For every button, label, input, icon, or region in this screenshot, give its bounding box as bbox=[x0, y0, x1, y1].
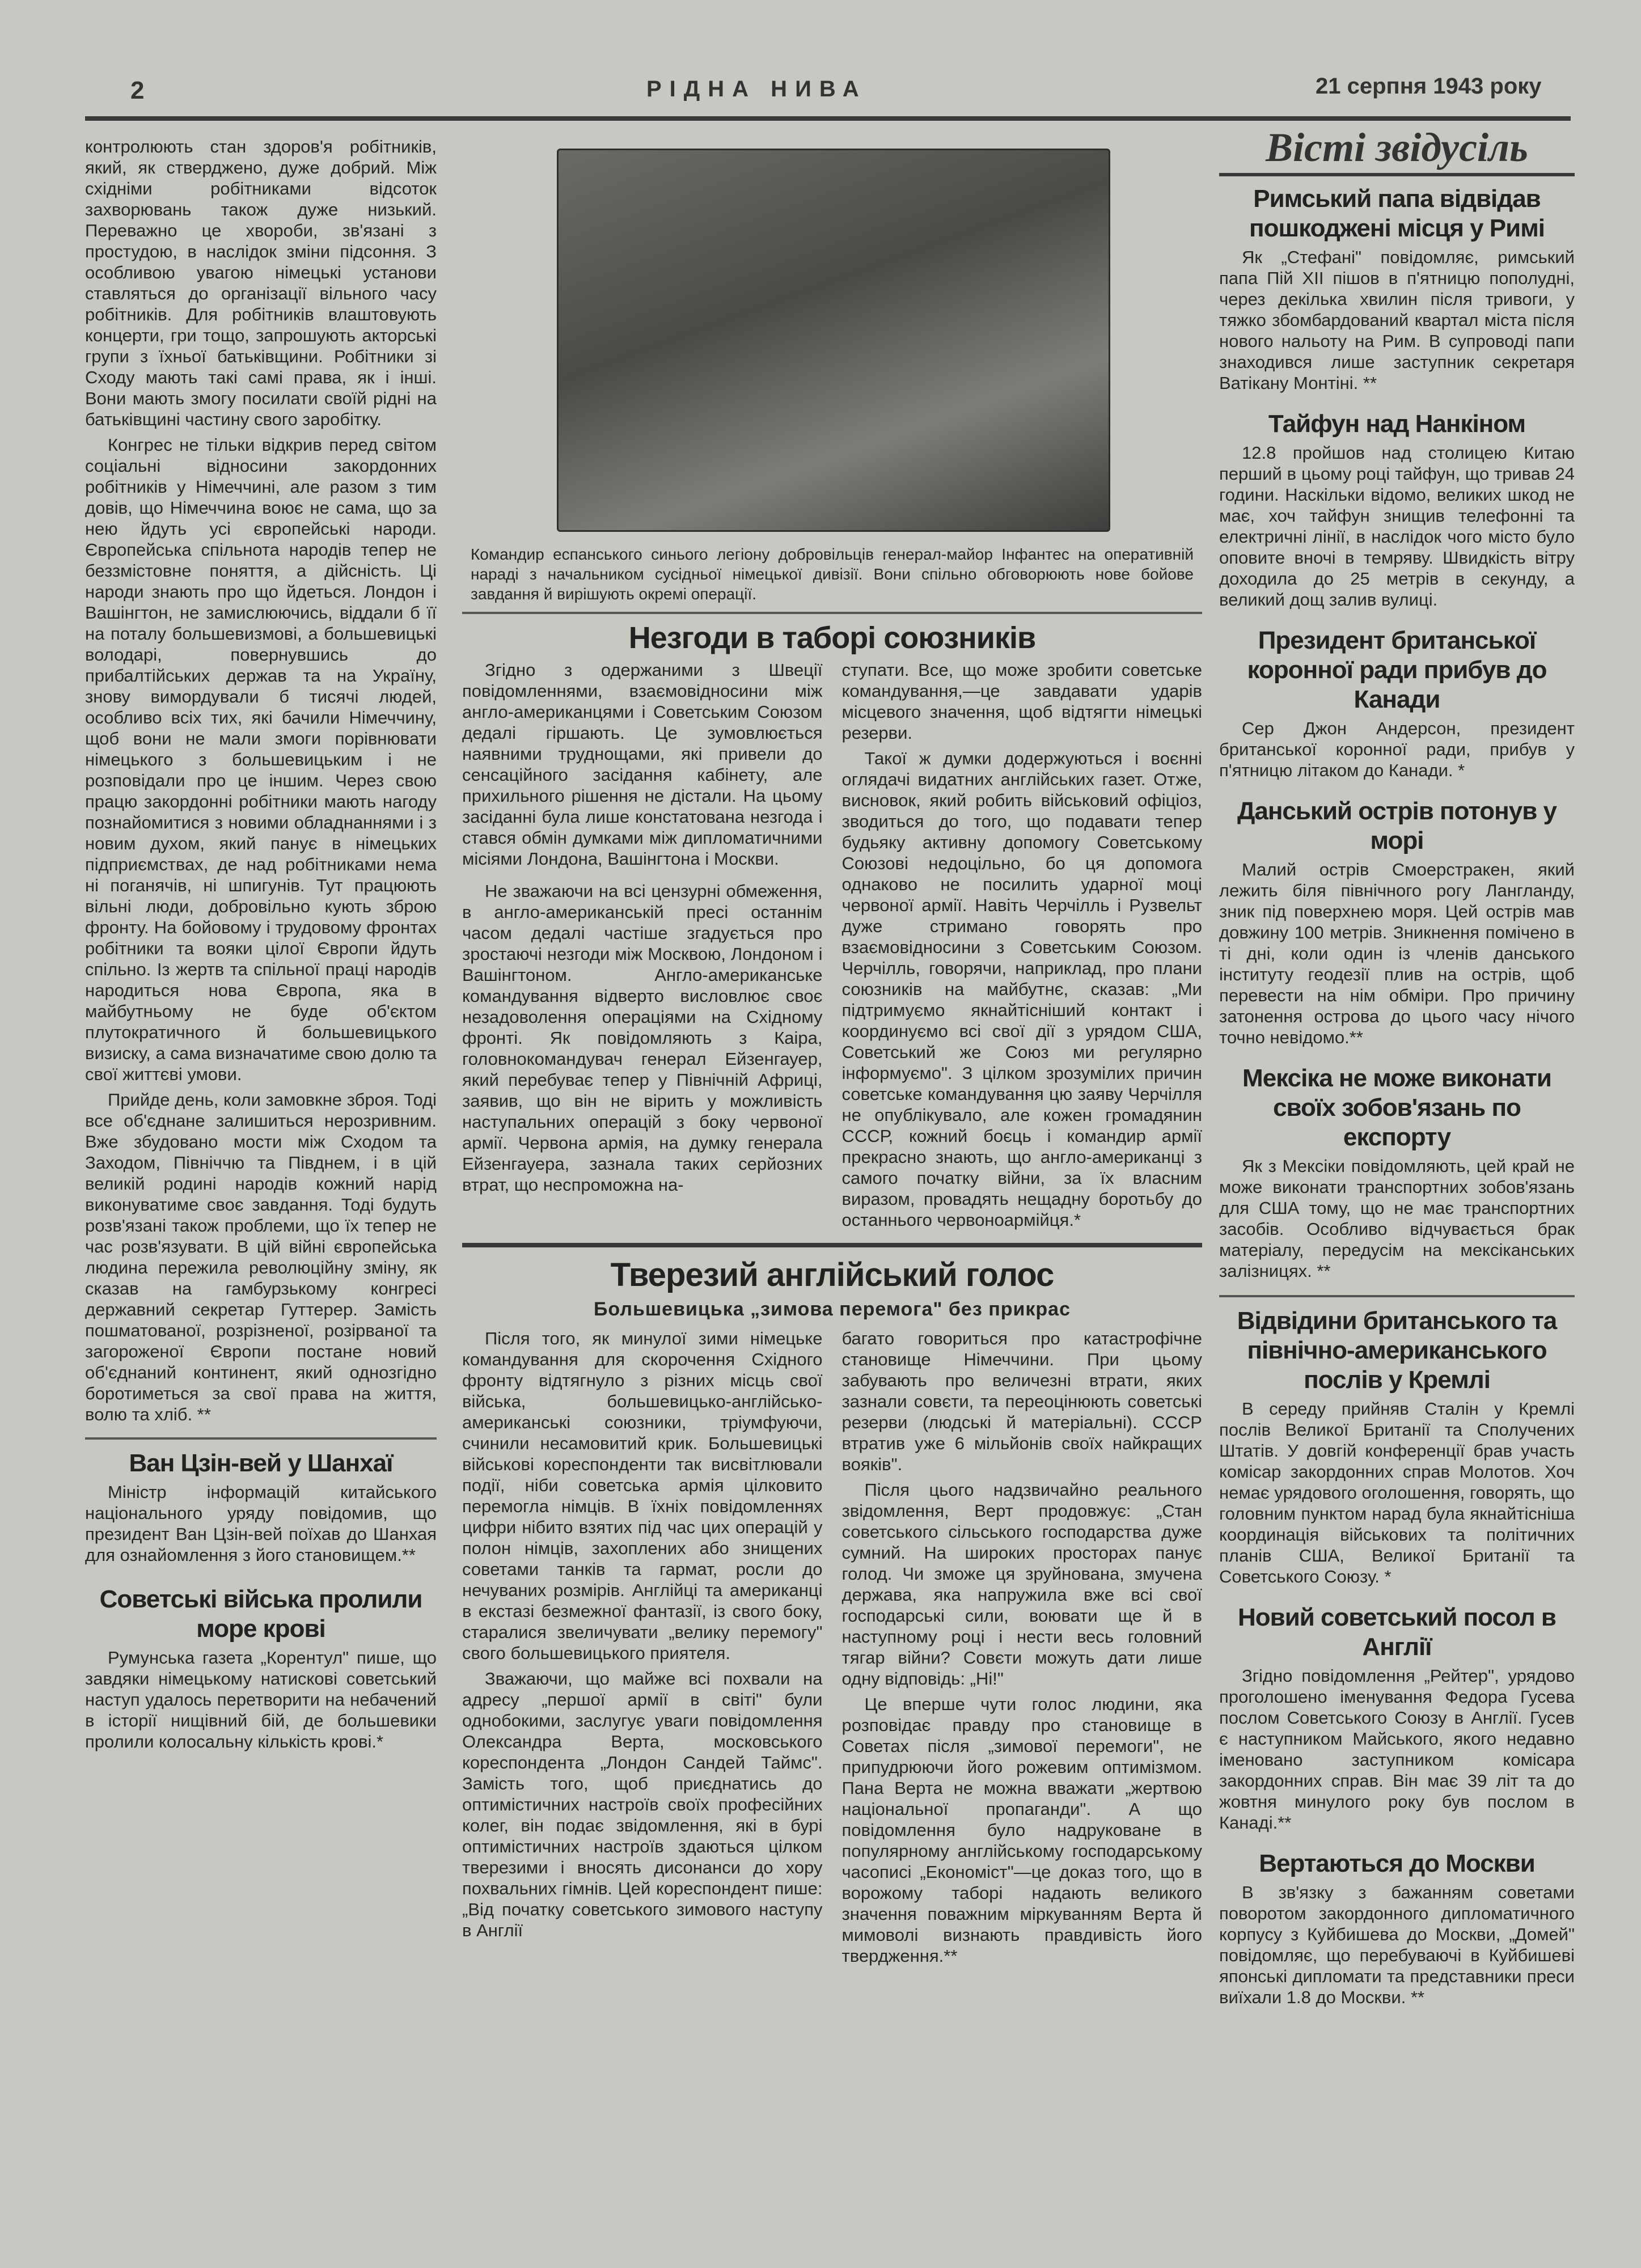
news-body: В середу прийняв Сталін у Кремлі послів Великої Британії та Сполучених Штатів. У довгій конференції брав участь комісар закордонних справ Молотов. Хоч немає урядового оголошення, говорять, що головним пунктом нарад була якнайтісніша координація військових та політичних планів США, Великої Британії та Советського Союзу. * bbox=[1219, 1399, 1575, 1586]
paragraph: Такої ж думки додержуються і воєнні оглядачі видатних англійських газет. Отже, висновок, який робить військовий офіціоз, зводиться до того, що подавати тепер будьяку активну допомогу Советському Союзові недоцільно, бо ця допомога однаково не посилить ударної моці червоної армії. Навіть Черчілль і Рузвельт дуже стримано говорять про взаємовідносини з Советським Союзом. Черчілль, говорячи, наприклад, про плани союзників на майбутнє, сказав: „Ми підтримуємо якнайтісніший контакт і координуємо всі свої дії з урядом США, Советський же Союз ми регулярно інформуємо". З цілком зрозумілих причин советське командування цю заяву Черчілля не опублікувало, але кожен громадянин СССР, кожний боєць і командир армії прекрасно знають, що англо-американці з самого початку війни, за їх власним виразом, провадять нещадну боротьбу до останнього червоноармійця.* bbox=[841, 748, 1202, 1230]
newspaper-title: РІДНА НИВА bbox=[646, 77, 867, 101]
news-photo bbox=[557, 149, 1110, 532]
headline: Мексіка не може виконати своїх зобов'язань по експорту bbox=[1242, 1064, 1551, 1151]
masthead-rule bbox=[85, 116, 1571, 121]
headline: Тайфун над Нанкіном bbox=[1268, 410, 1526, 438]
left-column bbox=[85, 136, 437, 1757]
paragraph: Згідно з одержаними з Швеції повідомленнями, взаємовідносини між англо-американцями і Советським Союзом дедалі гіршають. Це зумовлюється наявними труднощами, які привели до сенсаційного засідання кабінету, але прихильного рішення не дістали. На цьому засіданні була лише констатована незгода і стався обмін думками між дипломатичними місіями Лондона, Вашінгтона і Москви. bbox=[462, 660, 823, 869]
news-item bbox=[1219, 1058, 1575, 1286]
paragraph: Не зважаючи на всі цензурні обмеження, в англо-американській пресі останнім часом дедалі частіше згадується про зростаючі незгоди між Москвою, Лондоном і Вашінгтоном. Англо-американське командування відверто висловлює своє незадоволення операціями на Східному фронті. Як повідомляють з Каіра, головнокомандувач генерал Ейзенгауер, який перебуває тепер у Північній Африці, заявив, що він не вірить у можливість наступальних операцій з боку червоної армії. Червона армія, на думку генерала Ейзенгауера, зазнала таких серйозних втрат, що неспроможна на- bbox=[462, 881, 823, 1195]
news-body: Як „Стефані" повідомляє, римський папа Пій XII пішов в п'ятницю пополудні, через декілька хвилин після тривоги, у тяжко збомбардований квартал міста після нового нальоту на Рим. В супроводі папи знаходився лише заступник секретаря Ватікану Монтіні. ** bbox=[1219, 247, 1575, 393]
news-body: В зв'язку з бажанням советами поворотом закордонного дипломатичного корпусу з Куйбишева до Москви, „Домей" повідомляє, що перебуваючі в Куйбишеві японські дипломати та представники преси виїхали 1.8 до Москви. ** bbox=[1219, 1882, 1575, 2007]
article-wang-jingwei bbox=[85, 1443, 437, 1570]
right-column bbox=[1219, 122, 1575, 2018]
paragraph: Це вперше чути голос людини, яка розповідає правду про становище в Советах після „зимової перемоги", не припудрюючи його рожевим оптимізмом. Пана Верта не можна вважати „жертвою національної пропаганди". А що повідомлення було надруковане в популярному англійському господарському часописі „Економіст"—це доказ того, що в ворожому таборі надають великого значення поважним міркуванням Верта й мимоволі визнають правдивість його твердження.** bbox=[841, 1694, 1202, 1966]
divider bbox=[85, 1437, 437, 1440]
article-soviet-losses bbox=[85, 1579, 437, 1757]
news-body: 12.8 пройшов над столицею Китаю перший в цьому році тайфун, що тривав 24 години. Наскільки відомо, великих шкод не має, хоч тайфун знищив телефонні та електричні лінії, в наслідок чого місто було оповите вночі в темряву. Швидкість вітру доходила до 25 метрів в секунду, а великий дощ залив вулиці. bbox=[1219, 443, 1575, 610]
issue-date: 21 серпня 1943 року bbox=[1316, 74, 1542, 99]
divider bbox=[462, 1243, 1202, 1247]
news-item bbox=[1219, 620, 1575, 785]
headline: Ван Цзін-вей у Шанхаї bbox=[129, 1449, 393, 1477]
divider bbox=[1219, 173, 1575, 176]
news-item bbox=[1219, 1843, 1575, 2012]
paragraph: Прийде день, коли замовкне зброя. Тоді все об'єднане залишиться нерозривним. Вже збудовано мости між Сходом та Заходом, Північчю та Півднем, і в цій великій родині народів кожний нарід виконуватиме своє завдання. Тоді будуть розв'язані також проблеми, що їх тепер не час розв'язувати. В цій війні європейська людина пережила революційну зміну, як сказав на гамбурзькому конгресі державний секретар Гуттерер. Замість пошматованої, розрізненої, розірваної та загороженої Європи постане новий об'єднаний континент, який однозгідно боротиметься за свої права на життя, волю та хліб. ** bbox=[85, 1090, 437, 1424]
headline: Римський папа відвідав пошкоджені місця у Римі bbox=[1249, 185, 1545, 242]
headline: Вертаються до Москви bbox=[1259, 1850, 1535, 1877]
news-body: Сер Джон Андерсон, президент британської коронної ради, прибув у п'ятницю літаком до Канади. * bbox=[1219, 718, 1575, 780]
paragraph: ступати. Все, що може зробити советське командування,—це завдавати ударів місцевого значення, щоб відтягти німецькі резерви. bbox=[841, 660, 1202, 743]
paragraph: багато говориться про катастрофічне становище Німеччини. При цьому забувають про величезні втрати, яких зазнали совєти, та переоцінюють советські резерви (людські й матеріальні). СССР втратив уже 6 мільйонів своїх найкращих вояків". bbox=[841, 1328, 1202, 1474]
headline: Данський острів потонув у морі bbox=[1237, 797, 1557, 854]
paragraph: Зважаючи, що майже всі похвали на адресу „першої армії в світі" були однобокими, заслугує уваги повідомлення Олександра Верта, московського кореспондента „Лондон Сандей Таймс". Замість того, щоб приєднатись до оптимістичних настроїв своїх професійних колег, він подає звідомлення, які в бурі оптимістичних настроїв здаються цілком тверезими і вносять дисонанси до хору похвальних гімнів. Цей кореспондент пише: „Від початку советського зимового наступу в Англії bbox=[462, 1669, 823, 1940]
article-body: Румунська газета „Корентул" пише, що завдяки німецькому натискові советський наступ удалось перетворити на небачений в історії нищівний бій, де большевики пролили колосальну кількість крові.* bbox=[85, 1648, 437, 1751]
news-item bbox=[1219, 179, 1575, 398]
subheadline: Большевицька „зимова перемога" без прикрас bbox=[593, 1298, 1071, 1320]
paragraph: Після цього надзвичайно реального звідомлення, Верт продовжує: „Стан советського сільського господарства дуже сумний. На широких просторах панує голод. Чи зможе ця зруйнована, змучена держава, яка напружила вже всі свої господарські сили, воювати ще й в наступному році і нести весь головний тягар війни? Совєти можуть дати лише одну відповідь: „Ні!" bbox=[841, 1480, 1202, 1689]
news-body: Малий острів Смоерстракен, який лежить біля північного рогу Лангланду, зник під поверхнею моря. Цей острів мав довжину 100 метрів. Зникнення помічено в ті дні, коли один із членів данського інституту геодезії плив на острів, щоб перевести на нім обміри. Про причину затонення острова до цього часу нічого точно невідомо.** bbox=[1219, 860, 1575, 1047]
left-column-article bbox=[85, 136, 437, 1429]
headline: Новий советський посол в Англії bbox=[1238, 1603, 1556, 1661]
article-column bbox=[462, 659, 823, 1235]
paragraph: Конгрес не тільки відкрив перед світом соціальні відносини закордонних робітників у Німеччині, але разом з тим довів, що Німеччина воює не сама, що за нею йдуть усі європейські народи. Європейська спільнота народів тепер не беззмістовне поняття, а дійсність. Ці народи знають про що йдеться. Лондон і Вашінгтон, не замислюючись, віддали б її на поталу большевизмові, а большевицькі володарі, повернувшись до прибалтійських держав та на Україну, знову вимордували б тисячі людей, особливо всіх тих, які бачили Німеччину, щоб вони не мали змоги порівнювати німецького з большевицьким і не розповідали про це іншим. Через свою працю закордонні робітники мають нагоду познайомитися з новими обладнаннями і з новим духом, який панує в німецьких підприємствах, де над робітниками нема ні поганячів, ні шпигунів. Тут працюють вільні люди, добровільно кують зброю фронту. На бойовому і трудовому фронтах робітники та вояки цілої Європи йдуть спільно. Із жертв та спільної праці народів народиться нова Європа, яка в майбутньому не буде об'єктом плутократичного й большевицького визиску, а сама визначатиме свою долю та свої життєві умови. bbox=[85, 435, 437, 1084]
divider bbox=[462, 612, 1202, 614]
article-column bbox=[462, 1328, 823, 1971]
article-disagreements bbox=[462, 659, 1202, 1235]
paragraph: контролюють стан здоров'я робітників, який, як стверджено, дуже добрий. Між східніми робітниками відсоток захворювань також дуже низький. Переважно це хвороби, зв'язані з простудою, в наслідок зміни підсоння. З особливою увагою німецькі установи ставляться до організації вільного часу робітників. Для робітників влаштовують концерти, гри тощо, запрошують акторські групи з їхньої батьківщини. Робітники зі Сходу мають такі самі права, як і інші. Вони мають змогу посилати своїй рідні на батьківщині частину свого заробітку. bbox=[85, 137, 437, 429]
page-number: 2 bbox=[130, 77, 145, 104]
article-body: Міністр інформацій китайського національного уряду повідомив, що президент Ван Цзін-вей поїхав до Шанхая для ознайомлення з його становищем.** bbox=[85, 1482, 437, 1565]
headline: Відвідини британського та північно-американського послів у Кремлі bbox=[1237, 1307, 1557, 1394]
center-column bbox=[462, 149, 1202, 1971]
headline: Незгоди в таборі союзників bbox=[628, 621, 1036, 655]
headline: Президент британської коронної ради прибув до Канади bbox=[1247, 627, 1547, 713]
news-item bbox=[1219, 404, 1575, 615]
article-sober-voice bbox=[462, 1328, 1202, 1971]
news-body: Як з Мексіки повідомляють, цей край не може виконати транспортних зобов'язань для США тому, що не має транспортних засобів. Особливо відчувається брак матеріалу, передусім на мексіканських залізницях. ** bbox=[1219, 1156, 1575, 1281]
paragraph: Після того, як минулої зими німецьке командування для скорочення Східного фронту відтягнуло з різних місць свої війська, большевицько-англійсько-американські союзники, тріумфуючи, счинили несамовитий крик. Большевицькі військові кореспонденти так висвітлювали події, ніби советська армія цілковито перемогла німців. В їхніх повідомленнях цифри нібито взятих під час цих операцій у полон німців, захоплених або знищених советами танків та гармат, росли до нечуваних розмірів. Англійці та американці в екстазі безмежної фантазії, із свого боку, старалися звеличувати „велику перемогу" свого большевицького приятеля. bbox=[462, 1328, 823, 1663]
news-body: Згідно повідомлення „Рейтер", урядово проголошено іменування Федора Гусева послом Советського Союзу в Англії. Гусев є наступником Майського, якого недавно іменовано заступником комісара закордонних справ. Він має 39 літ та до жовтня минулого року був послом в Канаді.** bbox=[1219, 1666, 1575, 1833]
news-item bbox=[1219, 1597, 1575, 1838]
headline: Тверезий англійський голос bbox=[610, 1256, 1054, 1293]
news-item bbox=[1219, 1301, 1575, 1592]
section-title: Вісті звідусіль bbox=[1266, 125, 1528, 170]
photo-caption: Командир еспанського синього легіону добровільців генерал-майор Інфантес на оперативній нараді з начальником сусідньої німецької дивізії. Вони спільно обговорюють нове бойове завдання й вирішують окремі операції. bbox=[471, 545, 1194, 603]
headline: Советські війська пролили море крові bbox=[99, 1585, 422, 1643]
divider bbox=[1219, 1295, 1575, 1297]
article-column bbox=[842, 1328, 1203, 1971]
news-item bbox=[1219, 791, 1575, 1052]
article-column bbox=[842, 659, 1203, 1235]
